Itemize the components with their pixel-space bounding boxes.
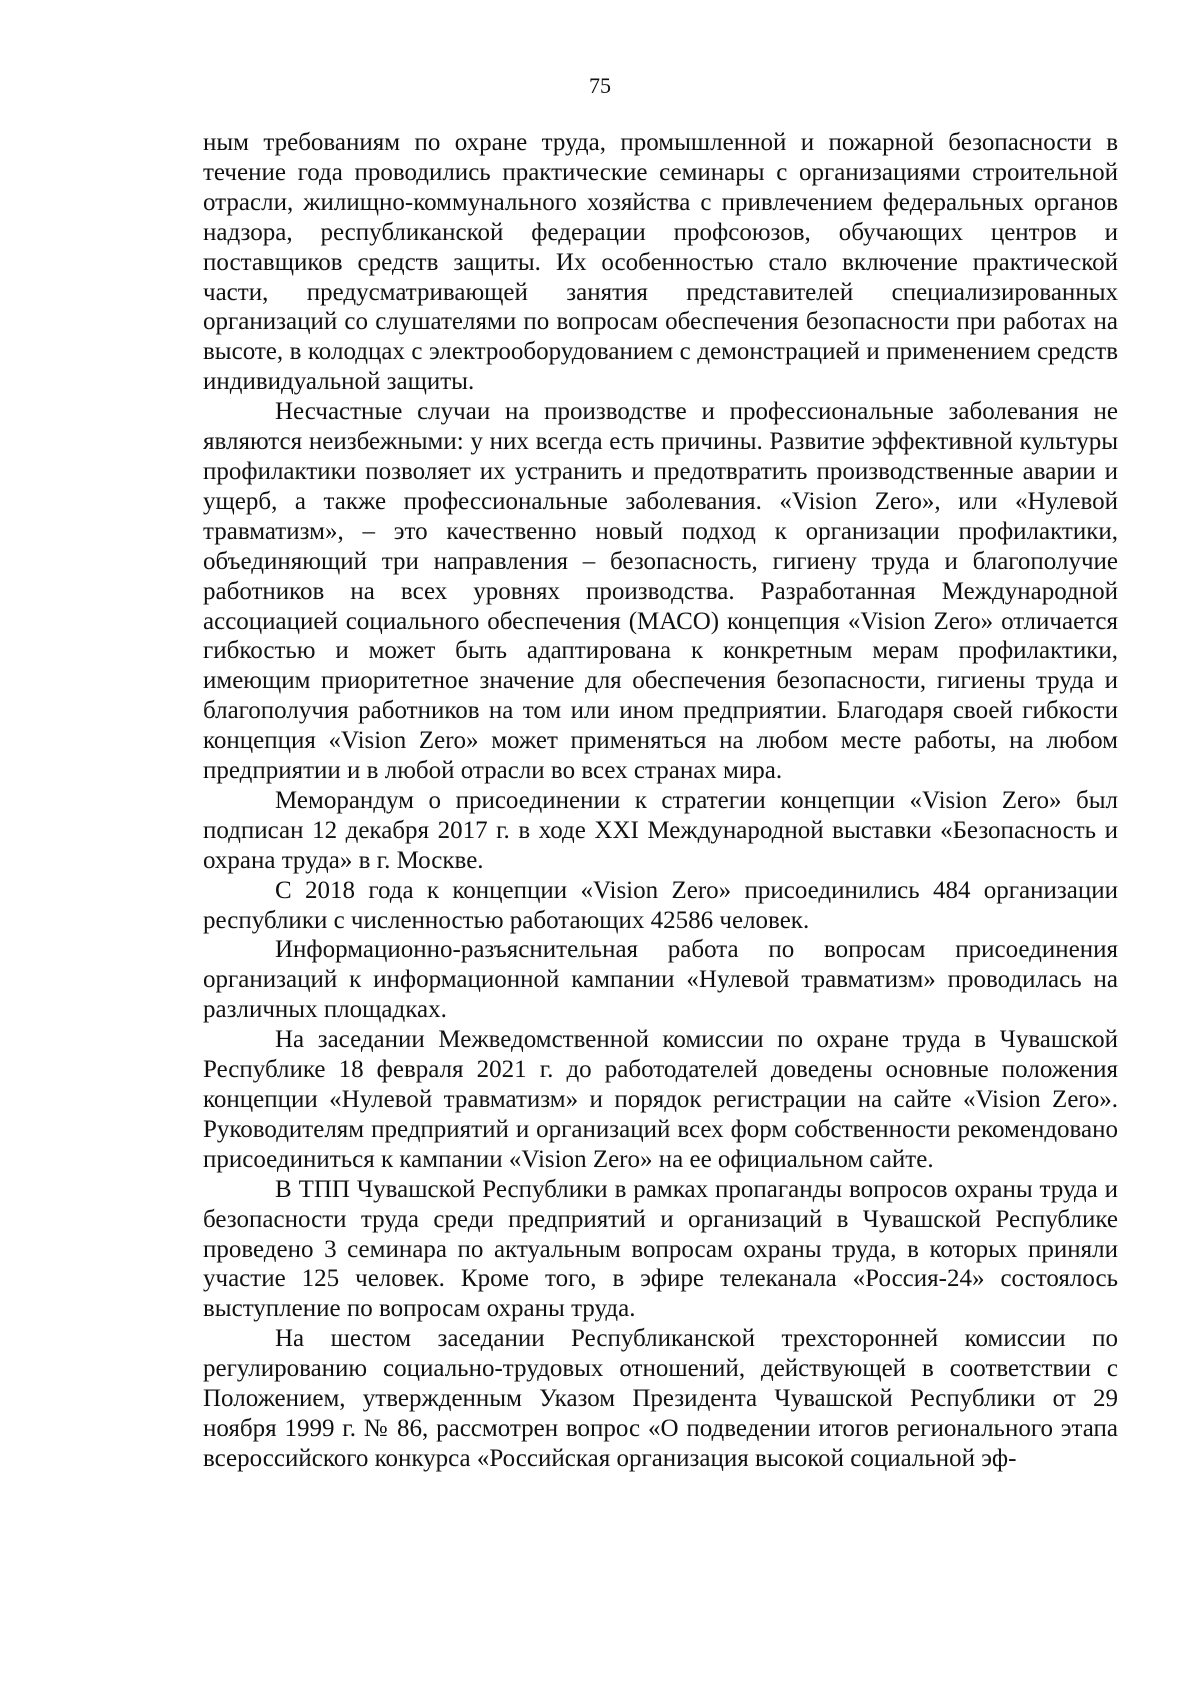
paragraph-organizations-joined: С 2018 года к концепции «Vision Zero» присоединились 484 организации республики с численностью работающих 42586 человек. xyxy=(203,876,1118,934)
body-text xyxy=(203,128,1118,1474)
page-number: 75 xyxy=(589,73,611,98)
paragraph-interdepartmental-commission: На заседании Межведомственной комиссии по охране труда в Чувашской Республике 18 февраля 2021 г. до работодателей доведены основные положения концепции «Нулевой травматизм» и порядок регистрации на сайте «Vision Zero». Руководителям предприятий и организаций всех форм собственности рекомендовано присоединиться к кампании «Vision Zero» на ее официальном сайте. xyxy=(203,1026,1118,1173)
paragraph-tripartite-commission: На шестом заседании Республиканской трехсторонней комиссии по регулированию социально-трудовых отношений, действующей в соответствии с Положением, утвержденным Указом Президента Чувашской Республики от 29 ноября 1999 г. № 86, рассмотрен вопрос «О подведении итогов регионального этапа всероссийского конкурса «Российская организация высокой социальной эф- xyxy=(203,1325,1118,1472)
paragraph-vision-zero-intro: Несчастные случаи на производстве и профессиональные заболевания не являются неизбежными: у них всегда есть причины. Развитие эффективной культуры профилактики позволяет их устранить и предотвратить производственные аварии и ущерб, а также профессиональные заболевания. «Vision Zero», или «Нулевой травматизм», – это качественно новый подход к организации профилактики, объединяющий три направления – безопасность, гигиену труда и благополучие работников на всех уровнях производства. Разработанная Международной ассоциацией социального обеспечения (МАСО) концепция «Vision Zero» отличается гибкостью и может быть адаптирована к конкретным мерам профилактики, имеющим приоритетное значение для обеспечения безопасности, гигиены труда и благополучия работников на том или ином предприятии. Благодаря своей гибкости концепция «Vision Zero» может применяться на любом месте работы, на любом предприятии и в любой отрасли во всех странах мира. xyxy=(203,398,1118,785)
paragraph-continuation: ным требованиям по охране труда, промышленной и пожарной безопасности в течение года проводились практические семинары с организациями строительной отрасли, жилищно-коммунального хозяйства с привлечением федеральных органов надзора, республиканской федерации профсоюзов, обучающих центров и поставщиков средств защиты. Их особенностью стало включение практической части, предусматривающей занятия представителей специализированных организаций со слушателями по вопросам обеспечения безопасности при работах на высоте, в колодцах с электрооборудованием с демонстрацией и применением средств индивидуальной защиты. xyxy=(203,129,1118,396)
paragraph-information-work: Информационно-разъяснительная работа по вопросам присоединения организаций к информационной кампании «Нулевой травматизм» проводилась на различных площадках. xyxy=(203,936,1118,1024)
paragraph-memorandum: Меморандум о присоединении к стратегии концепции «Vision Zero» был подписан 12 декабря 2017 г. в ходе XXI Международной выставки «Безопасность и охрана труда» в г. Москве. xyxy=(203,786,1118,874)
paragraph-chamber-of-commerce: В ТПП Чувашской Республики в рамках пропаганды вопросов охраны труда и безопасности труда среди предприятий и организаций в Чувашской Республике проведено 3 семинара по актуальным вопросам охраны труда, в которых приняли участие 125 человек. Кроме того, в эфире телеканала «Россия-24» состоялось выступление по вопросам охраны труда. xyxy=(203,1175,1118,1323)
